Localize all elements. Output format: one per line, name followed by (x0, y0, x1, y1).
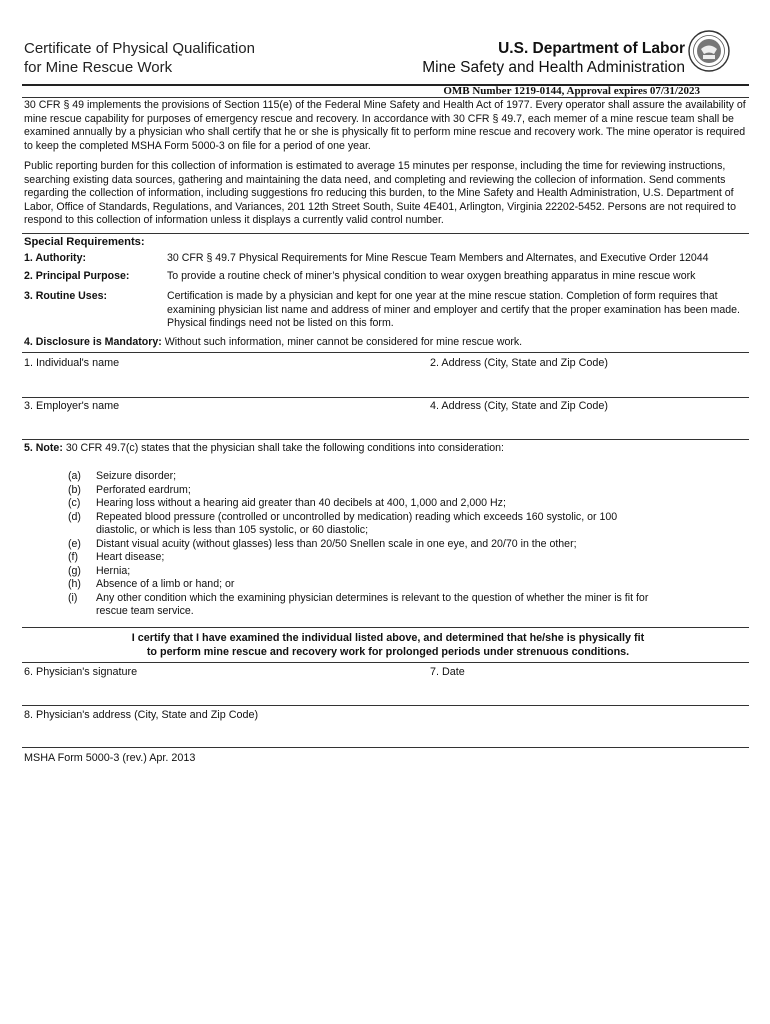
list-item: (b) Perforated eardrum; (68, 483, 191, 496)
department-name: U.S. Department of Labor (498, 40, 685, 57)
conditions-list (68, 470, 708, 619)
note-statement (24, 442, 752, 456)
certification-top-rule (22, 627, 749, 628)
list-item: (h) Absence of a limb or hand; or (68, 578, 235, 590)
list-item: (a) Seizure disorder; (68, 470, 177, 482)
individual-address-label: 2. Address (City, State and Zip Code) (430, 357, 609, 369)
routine-uses-text: Certification is made by a physician and kept for one year at the mine rescue station. Completion of form requires that examining physician list name and address of miner and employer and certify that the proper examination has been made. Physical findings need not be listed on this form. (167, 290, 740, 329)
list-item: (c) Hearing loss without a hearing aid greater than 40 decibels at 400, 1,000 and 2,000 Hz; (68, 497, 506, 509)
dol-seal-icon (688, 30, 730, 72)
purpose-label: 2. Principal Purpose: (24, 270, 130, 282)
intro-rule (22, 233, 749, 234)
agency-block (360, 39, 685, 77)
omb-rule (22, 97, 749, 98)
physician-address-label: 8. Physician's address (City, State and Zip Code) (24, 709, 259, 721)
list-item: (d) Repeated blood pressure (controlled or uncontrolled by medication) reading which exceeds 160 systolic, or 100 diastolic, or which is less than 105 systolic, or 60 diastolic; (68, 510, 618, 536)
employer-name-field[interactable] (22, 414, 749, 438)
authority-label: 1. Authority: (24, 252, 86, 264)
disclosure-text: Without such information, miner cannot be considered for mine rescue work. (164, 336, 523, 348)
date-label: 7. Date (430, 666, 465, 678)
physician-signature-label: 6. Physician's signature (24, 666, 138, 678)
requirements-rule (22, 352, 749, 353)
field-row-2-rule (22, 439, 749, 440)
form-title-line1: Certificate of Physical Qualification (24, 40, 255, 57)
note-label: 5. Note: (24, 442, 63, 454)
special-requirements-heading: Special Requirements: (24, 236, 145, 248)
note-text: 30 CFR 49.7(c) states that the physician shall take the following conditions into consideration: (65, 442, 504, 454)
disclosure-label: 4. Disclosure is Mandatory: (24, 336, 162, 348)
employer-name-label: 3. Employer's name (24, 400, 120, 412)
list-item: (f) Heart disease; (68, 551, 165, 563)
list-item: (g) Hernia; (68, 564, 131, 577)
agency-name: Mine Safety and Health Administration (422, 59, 685, 76)
form-id: MSHA Form 5000-3 (rev.) Apr. 2013 (24, 752, 196, 764)
date-field[interactable] (428, 680, 748, 704)
field-row-1-rule (22, 397, 749, 398)
individual-name-field[interactable] (22, 370, 749, 396)
field-row-4-rule (22, 747, 749, 748)
list-item: (i) Any other condition which the examining physician determines is relevant to the question of whether the miner is fit for rescue team service. (68, 591, 649, 617)
physician-signature-field[interactable] (22, 680, 422, 704)
list-item: (e) Distant visual acuity (without glasses) less than 20/50 Snellen scale in one eye, and 20/70 in the other; (68, 537, 577, 550)
form-title-line2: for Mine Rescue Work (24, 59, 173, 76)
intro-paragraph-1: 30 CFR § 49 implements the provisions of Section 115(e) of the Federal Mine Safety and Health Act of 1977. Every operator shall assure the availability of mine rescue capability for purposes of emergency rescue and recovery. In accordance with 30 CFR § 49.7, each memer of a mine rescue team shall be examined annually by a physician who shall certify that he or she is physically fit to perform mine rescue and recovery work. The mine operator is required to keep the completed MSHA Form 5000-3 on file for a period of one year. (24, 99, 746, 152)
purpose-text: To provide a routine check of miner’s physical condition to wear oxygen breathing apparatus in mine rescue work (167, 270, 696, 282)
form-title (24, 39, 255, 77)
individual-name-label: 1. Individual's name (24, 357, 120, 369)
disclosure-statement (24, 336, 752, 350)
omb-number: OMB Number 1219-0144, Approval expires 07/31/2023 (443, 85, 700, 97)
authority-text: 30 CFR § 49.7 Physical Requirements for Mine Rescue Team Members and Alternates, and Executive Order 12044 (167, 252, 709, 264)
employer-address-label: 4. Address (City, State and Zip Code) (430, 400, 609, 412)
field-row-3-rule (22, 705, 749, 706)
certification-bottom-rule (22, 662, 749, 663)
physician-address-field[interactable] (22, 722, 749, 746)
intro-paragraph-2: Public reporting burden for this collection of information is estimated to average 15 minutes per response, including the time for reviewing instructions, searching existing data sources, gathering and maintaining the data need, and completing and reviewing the collecion of information. Send comments regarding the collection of information, including suggestions fro reducing this burden, to the Mine Safety and Health Administration, U.S. Department of Labor, Office of Standards, Regulations, and Variances, 201 12th Street South, Suite 4E401, Arlington, Virginia 22202-5452. Persons are not required to respond to this collection of information unless it displays a currently valid control number. (24, 160, 737, 226)
certification-statement: I certify that I have examined the individual listed above, and determined that he/she is physically fit to perform mine rescue and recovery work for prolonged periods under strenuous conditions. (131, 632, 645, 658)
routine-uses-label: 3. Routine Uses: (24, 290, 108, 302)
